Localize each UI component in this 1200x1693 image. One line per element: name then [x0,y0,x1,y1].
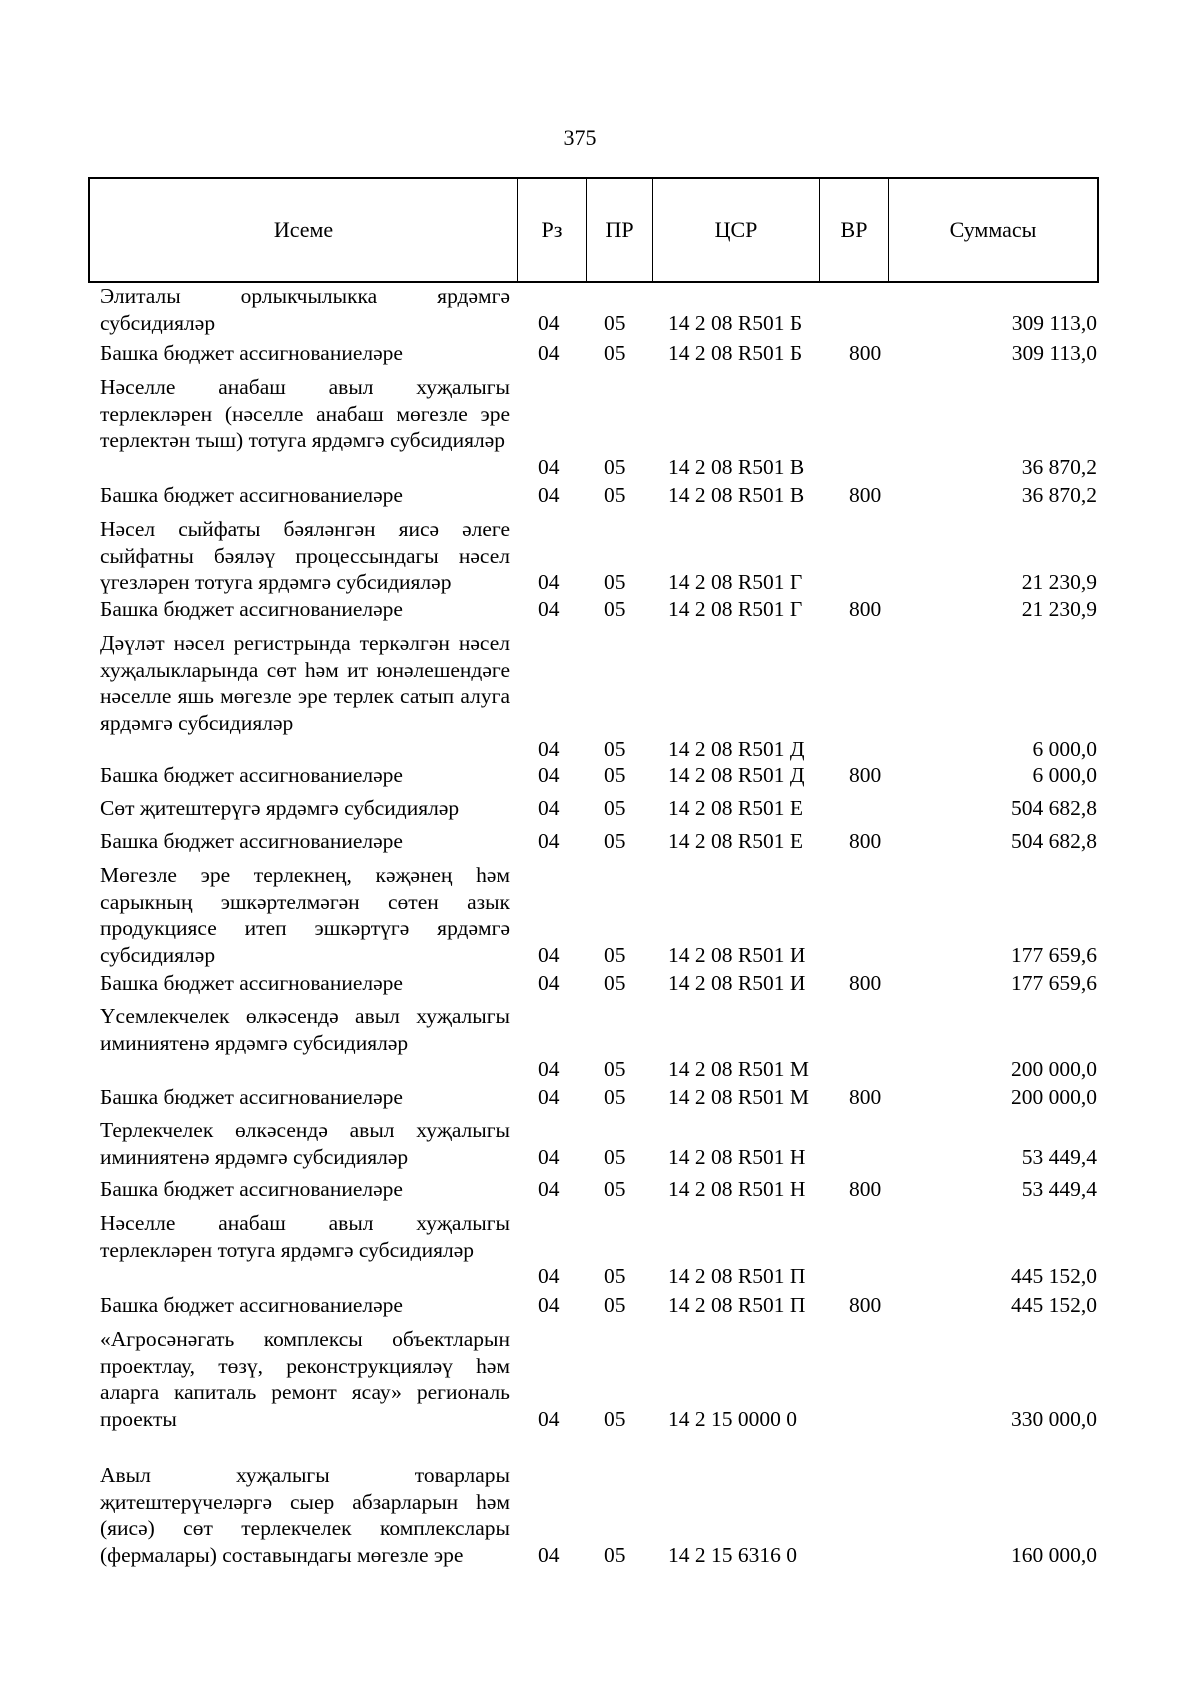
table-row [0,828,1200,855]
row-sum: 53 449,4 [1021,1177,1097,1201]
row-name: Башка бюджет ассигнованиеләре [100,597,403,621]
row-name: Башка бюджет ассигнованиеләре [100,1177,403,1201]
row-csr: 14 2 15 6316 0 [668,1542,797,1567]
row-csr: 14 2 08 R501 Б [668,310,803,335]
row-csr: 14 2 08 R501 Е [668,796,803,820]
row-vr: 800 [849,971,882,995]
row-name: Авыл хуҗалыгы товарлары җитештерүчеләргә сыер абзарларын һәм (яисә) сөт терлекчелек комплекслары (фермалары) составындагы мөгезле эре [100,1463,510,1567]
row-rz: 04 [538,341,560,365]
table-row [0,283,1200,336]
row-rz: 04 [538,737,560,761]
row-vr: 800 [849,483,882,507]
table-row [0,1326,1200,1432]
row-name: «Агросәнәгать комплексы объектларын проектлау, төзү, реконструкцияләү һәм аларга капиталь ремонт ясау» региональ проекты [100,1327,510,1431]
row-rz: 04 [538,1264,560,1288]
row-vr: 800 [849,341,882,365]
table-row [0,1003,1200,1083]
row-rz: 04 [538,763,560,787]
row-pr: 05 [604,1177,626,1201]
row-pr: 05 [604,1542,626,1567]
row-pr: 05 [604,483,626,507]
row-csr: 14 2 08 R501 И [668,942,806,967]
row-pr: 05 [604,942,626,967]
row-rz: 04 [538,1542,560,1567]
row-sum: 53 449,4 [1021,1144,1097,1169]
row-pr: 05 [604,570,626,594]
row-pr: 05 [604,1293,626,1317]
row-name: Башка бюджет ассигнованиеләре [100,971,403,995]
row-vr: 800 [849,829,882,853]
table-row [0,1210,1200,1290]
row-sum: 445 152,0 [1011,1264,1097,1288]
table-row [0,862,1200,968]
row-name: Башка бюджет ассигнованиеләре [100,483,403,507]
row-pr: 05 [604,454,626,479]
row-pr: 05 [604,1057,626,1081]
row-rz: 04 [538,1293,560,1317]
row-sum: 36 870,2 [1021,454,1097,479]
row-name: Нәселле анабаш авыл хуҗалыгы терлекләрен тотуга ярдәмгә субсидияләр [100,1211,510,1262]
row-csr: 14 2 08 R501 Д [668,737,805,761]
row-csr: 14 2 08 R501 Н [668,1144,806,1169]
row-name: Нәсел сыйфаты бәяләнгән яисә әлеге сыйфатны бәяләү процессындагы нәсел үгезләрен тотуга ярдәмгә субсидияләр [100,517,510,594]
row-csr: 14 2 08 R501 Н [668,1177,806,1201]
page-number: 375 [563,125,597,150]
row-name: Элиталы орлыкчылыкка ярдәмгә субсидияләр [100,284,510,335]
row-rz: 04 [538,483,560,507]
row-vr: 800 [849,597,882,621]
row-pr: 05 [604,341,626,365]
row-sum: 21 230,9 [1021,597,1097,621]
row-csr: 14 2 08 R501 Б [668,341,803,365]
table-row [0,970,1200,997]
header-sum: Суммасы [888,179,1097,281]
row-pr: 05 [604,597,626,621]
row-name: Башка бюджет ассигнованиеләре [100,1085,403,1109]
row-pr: 05 [604,763,626,787]
row-pr: 05 [604,1144,626,1169]
row-rz: 04 [538,971,560,995]
row-pr: 05 [604,796,626,820]
table-row [0,374,1200,480]
row-csr: 14 2 08 R501 В [668,454,805,479]
row-rz: 04 [538,796,560,820]
row-name: Башка бюджет ассигнованиеләре [100,1293,403,1317]
row-sum: 6 000,0 [1032,737,1097,761]
row-csr: 14 2 08 R501 Г [668,597,803,621]
row-vr: 800 [849,1293,882,1317]
row-csr: 14 2 08 R501 Е [668,829,803,853]
row-name: Башка бюджет ассигнованиеләре [100,829,403,853]
table-row [0,516,1200,596]
row-name: Үсемлекчелек өлкәсендә авыл хуҗалыгы иминиятенә ярдәмгә субсидияләр [100,1004,510,1055]
row-name: Мөгезле эре терлекнең, кәҗәнең һәм сарыкның эшкәртелмәгән сөтен азык продукциясе итеп эшкәртүгә ярдәмгә субсидияләр [100,863,510,967]
row-pr: 05 [604,1085,626,1109]
row-pr: 05 [604,829,626,853]
table-row [0,596,1200,623]
row-rz: 04 [538,1144,560,1169]
row-vr: 800 [849,1177,882,1201]
row-rz: 04 [538,570,560,594]
row-rz: 04 [538,1406,560,1431]
table-row [0,1292,1200,1319]
row-pr: 05 [604,1406,626,1431]
row-pr: 05 [604,310,626,335]
row-name: Сөт җитештерүгә ярдәмгә субсидияләр [100,796,460,820]
row-rz: 04 [538,829,560,853]
table-row [0,1117,1200,1170]
row-name: Дәүләт нәсел регистрында теркәлгән нәсел хуҗалыкларында сөт һәм ит юнәлешендәге нәселле яшь мөгезле эре терлек сатып алуга ярдәмгә субсидияләр [100,631,510,735]
row-sum: 200 000,0 [1011,1057,1097,1081]
row-sum: 160 000,0 [1011,1542,1097,1567]
table-row [0,482,1200,509]
row-csr: 14 2 08 R501 Г [668,570,803,594]
row-rz: 04 [538,454,560,479]
row-pr: 05 [604,1264,626,1288]
header-name: Исеме [273,217,334,242]
row-vr: 800 [849,763,882,787]
row-csr: 14 2 08 R501 Д [668,763,805,787]
row-rz: 04 [538,1085,560,1109]
row-sum: 309 113,0 [1011,341,1097,365]
row-rz: 04 [538,1177,560,1201]
row-name: Башка бюджет ассигнованиеләре [100,763,403,787]
row-csr: 14 2 08 R501 М [668,1057,809,1081]
row-name: Терлекчелек өлкәсендә авыл хуҗалыгы иминиятенә ярдәмгә субсидияләр [100,1118,510,1169]
row-csr: 14 2 08 R501 В [668,483,805,507]
table-row [0,630,1200,763]
row-csr: 14 2 08 R501 М [668,1085,809,1109]
row-sum: 309 113,0 [1011,310,1097,335]
header-csr: ЦСР [652,179,819,281]
row-sum: 177 659,6 [1011,942,1097,967]
row-vr: 800 [849,1085,882,1109]
header-pr: ПР [586,179,652,281]
row-rz: 04 [538,942,560,967]
row-csr: 14 2 15 0000 0 [668,1406,797,1431]
row-sum: 330 000,0 [1011,1406,1097,1431]
row-csr: 14 2 08 R501 И [668,971,806,995]
row-rz: 04 [538,1057,560,1081]
table-row [0,1462,1200,1568]
row-name: Башка бюджет ассигнованиеләре [100,341,403,365]
row-sum: 504 682,8 [1011,796,1097,820]
table-row [0,340,1200,367]
row-rz: 04 [538,597,560,621]
header-rz: Рз [517,179,586,281]
row-csr: 14 2 08 R501 П [668,1293,806,1317]
table-row [0,1084,1200,1111]
row-sum: 504 682,8 [1011,829,1097,853]
row-rz: 04 [538,310,560,335]
table-header [88,177,1099,283]
row-name: Нәселле анабаш авыл хуҗалыгы терлекләрен (нәселле анабаш мөгезле эре терлектән тыш) тотуга ярдәмгә субсидияләр [100,375,510,452]
row-csr: 14 2 08 R501 П [668,1264,806,1288]
row-sum: 36 870,2 [1021,483,1097,507]
header-vr: ВР [819,179,888,281]
row-sum: 445 152,0 [1011,1293,1097,1317]
table-row [0,1176,1200,1203]
row-sum: 6 000,0 [1032,763,1097,787]
row-pr: 05 [604,737,626,761]
row-sum: 200 000,0 [1011,1085,1097,1109]
row-pr: 05 [604,971,626,995]
row-sum: 177 659,6 [1011,971,1097,995]
table-row [0,795,1200,822]
row-sum: 21 230,9 [1021,570,1097,594]
table-row [0,762,1200,789]
